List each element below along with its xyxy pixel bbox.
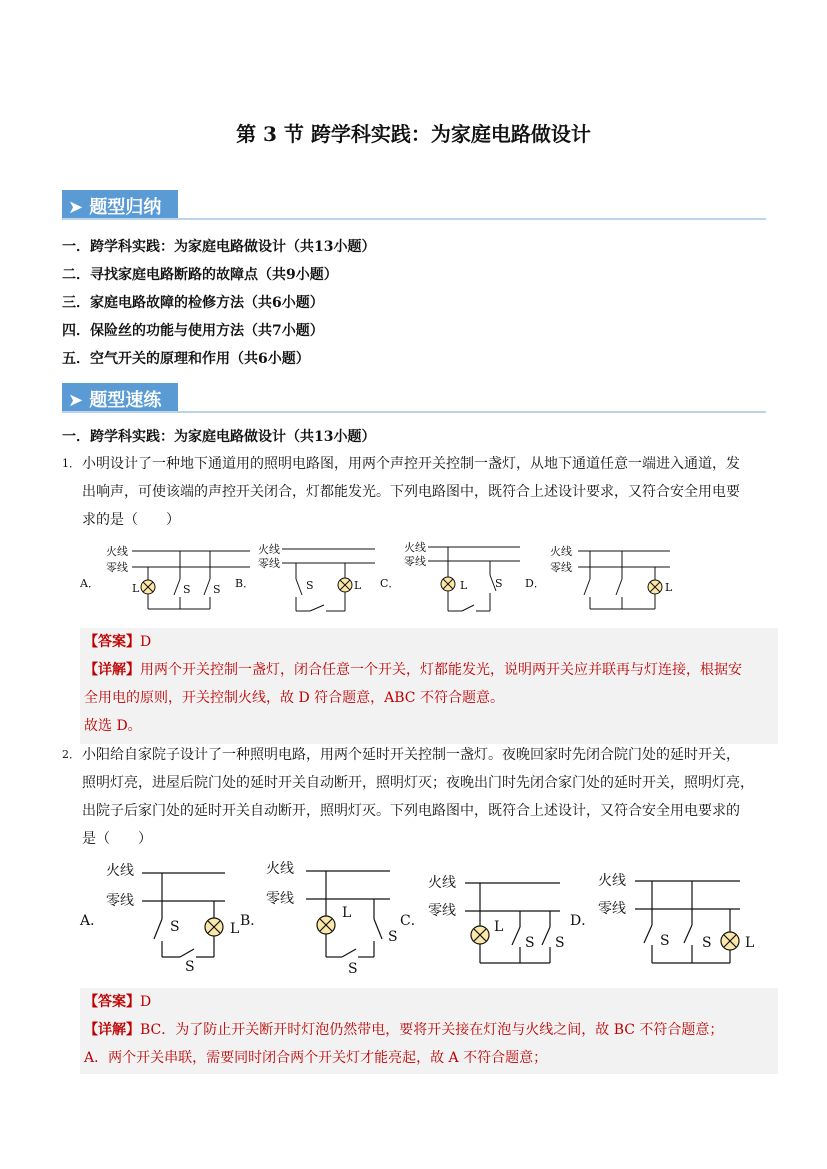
- practice-banner: [62, 383, 766, 413]
- switch-label: S: [495, 577, 503, 590]
- lamp-label: L: [494, 919, 504, 935]
- question-line: 出院子后家门处的延时开关自动断开，照明灯灭。下列电路图中，既符合上述设计，又符合安全用电要求的: [82, 803, 740, 819]
- neutral-wire-label: 零线: [106, 893, 134, 909]
- question-line: 求的是（ ）: [82, 512, 180, 528]
- detail-label: 【详解】: [84, 662, 140, 678]
- live-wire-label: 火线: [106, 545, 128, 558]
- neutral-wire-label: 零线: [266, 891, 294, 907]
- answer-value: D: [140, 994, 152, 1010]
- question-number: 1．: [62, 457, 80, 470]
- question-line: 是（ ）: [82, 831, 152, 847]
- switch-label: S: [525, 935, 535, 951]
- question-line: 出响声，可使该端的声控开关闭合，灯都能发光。下列电路图中，既符合上述设计要求，又符合安全用电要: [82, 484, 740, 500]
- live-wire-label: 火线: [428, 875, 456, 891]
- lamp-label: L: [132, 582, 140, 595]
- switch-label: S: [213, 583, 221, 596]
- neutral-wire-label: 零线: [404, 555, 426, 568]
- question-2: [62, 741, 768, 853]
- question-line: 小明设计了一种地下通道用的照明电路图，用两个声控开关控制一盏灯，从地下通道任意一端进入通道，发: [82, 456, 740, 472]
- lamp-label: L: [460, 579, 468, 592]
- toc-item: 三．家庭电路故障的检修方法（共6小题）: [62, 295, 324, 311]
- question-line: 照明灯亮，进屋后院门处的延时开关自动断开，照明灯灭；夜晚出门时先闭合家门处的延时开关，照明灯亮，: [82, 775, 754, 791]
- option-label-a: A．: [80, 577, 99, 590]
- switch-label: S: [306, 579, 314, 592]
- answer-label: 【答案】: [84, 994, 140, 1010]
- neutral-wire-label: 零线: [106, 561, 128, 574]
- question-1: [62, 450, 768, 534]
- section-heading: 一．跨学科实践：为家庭电路做设计（共13小题）: [62, 429, 376, 445]
- lamp-label: L: [342, 905, 352, 921]
- neutral-wire-label: 零线: [428, 903, 456, 919]
- detail-line: A．两个开关串联，需要同时闭合两个开关灯才能亮起，故 A 不符合题意；: [84, 1050, 548, 1066]
- answer-label: 【答案】: [84, 634, 140, 650]
- lamp-label: L: [354, 579, 362, 592]
- switch-label: S: [170, 919, 180, 935]
- detail-label: 【详解】: [84, 1022, 140, 1038]
- switch-label: S: [348, 961, 358, 977]
- neutral-wire-label: 零线: [550, 561, 572, 574]
- option-label-d: D．: [570, 913, 596, 929]
- toc-item: 二．寻找家庭电路断路的故障点（共9小题）: [62, 267, 338, 283]
- live-wire-label: 火线: [550, 545, 572, 558]
- switch-label: S: [183, 583, 191, 596]
- neutral-wire-label: 零线: [258, 557, 280, 570]
- summary-banner: [62, 190, 766, 220]
- live-wire-label: 火线: [266, 861, 294, 877]
- switch-label: S: [185, 959, 195, 975]
- lamp-label: L: [230, 921, 240, 937]
- option-label-b: B．: [235, 577, 255, 590]
- detail-line: 故选 D。: [84, 718, 142, 734]
- lamp-label: L: [665, 581, 673, 594]
- q2-circuit-diagrams: [70, 855, 770, 985]
- lamp-label: L: [745, 935, 755, 951]
- q1-answer-box: [80, 628, 778, 744]
- neutral-wire-label: 零线: [598, 901, 626, 917]
- option-label-b: B．: [240, 913, 265, 929]
- page-title: 第 3 节 跨学科实践：为家庭电路做设计: [236, 122, 591, 146]
- q2-answer-box: [80, 988, 778, 1074]
- option-label-a: A．: [80, 913, 105, 929]
- detail-line: 用两个开关控制一盏灯，闭合任意一个开关，灯都能发光，说明两开关应并联再与灯连接，根据安: [140, 662, 742, 678]
- toc-item: 五．空气开关的原理和作用（共6小题）: [62, 351, 310, 367]
- option-label-c: C．: [400, 913, 425, 929]
- live-wire-label: 火线: [598, 873, 626, 889]
- detail-line: BC．为了防止开关断开时灯泡仍然带电，要将开关接在灯泡与火线之间，故 BC 不符合题意；: [140, 1022, 724, 1038]
- switch-label: S: [555, 935, 565, 951]
- switch-label: S: [660, 933, 670, 949]
- question-number: 2．: [62, 748, 80, 761]
- option-label-c: C．: [380, 577, 400, 590]
- live-wire-label: 火线: [258, 543, 280, 556]
- q1-circuit-diagrams: [70, 535, 690, 625]
- question-line: 小阳给自家院子设计了一种照明电路，用两个延时开关控制一盏灯。夜晚回家时先闭合院门处的延时开关，: [82, 747, 740, 763]
- summary-banner-text: ➤ 题型归纳: [68, 197, 162, 218]
- detail-line: 全用电的原则，开关控制火线，故 D 符合题意，ABC 不符合题意。: [84, 690, 504, 706]
- switch-label: S: [702, 935, 712, 951]
- live-wire-label: 火线: [106, 863, 134, 879]
- practice-banner-text: ➤ 题型速练: [68, 390, 162, 411]
- toc-item: 四．保险丝的功能与使用方法（共7小题）: [62, 323, 324, 339]
- option-label-d: D．: [525, 577, 545, 590]
- answer-value: D: [140, 634, 152, 650]
- live-wire-label: 火线: [404, 541, 426, 554]
- switch-label: S: [388, 929, 398, 945]
- toc-item: 一．跨学科实践：为家庭电路做设计（共13小题）: [62, 239, 376, 255]
